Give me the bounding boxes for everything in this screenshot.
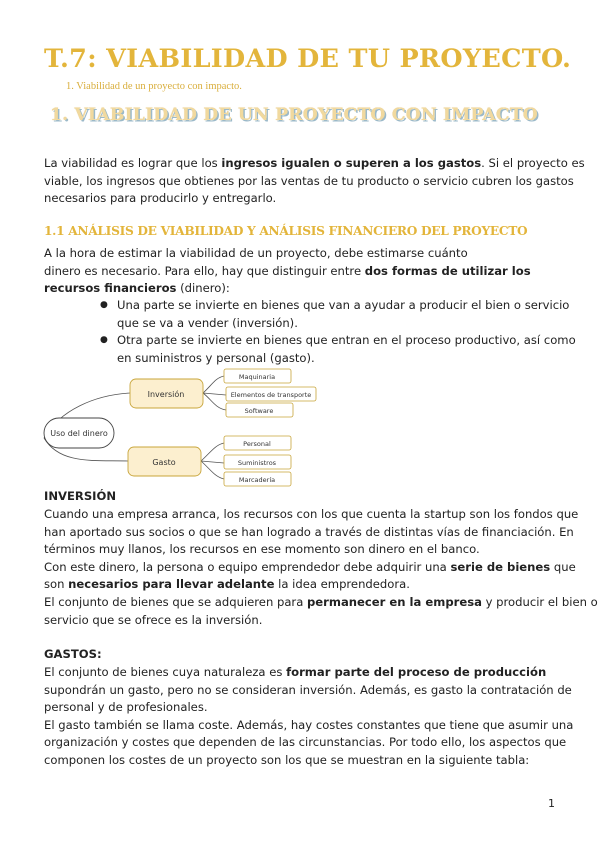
text-line: A la hora de estimar la viabilidad de un proyecto, debe estimarse cuánto	[44, 246, 468, 260]
text: que	[550, 559, 576, 574]
text-line: Cuando una empresa arranca, los recursos con los que cuenta la startup son los fondos que	[44, 507, 579, 521]
gastos-heading: GASTOS:	[44, 647, 102, 661]
text-line: términos muy llanos, los recursos en ese momento son dinero en el banco.	[44, 542, 480, 557]
document-title: T.7: VIABILIDAD DE TU PROYECTO.	[44, 44, 572, 74]
subsection-title: 1.1 ANÁLISIS DE VIABILIDAD Y ANÁLISIS FINANCIERO DEL PROYECTO	[44, 224, 528, 238]
inversion-paragraph	[44, 506, 598, 629]
connector	[203, 393, 226, 410]
text-line: servicio que se ofrece es la inversión.	[44, 612, 263, 627]
connector	[201, 461, 224, 463]
text-line: organización y costes que dependen de las circunstancias. Por todo ello, los aspectos que	[44, 735, 567, 750]
connector	[201, 443, 224, 461]
inversion-heading: INVERSIÓN	[44, 489, 117, 503]
gastos-paragraph	[44, 664, 574, 770]
text: (dinero):	[176, 281, 230, 296]
item-label: Suministros	[237, 459, 277, 467]
bullet-icon: ●	[100, 300, 108, 310]
text: Con este dinero, la persona o equipo emprendedor debe adquirir una	[44, 559, 451, 574]
bold-text: permanecer en la empresa	[307, 594, 482, 609]
bold-text: dos formas de utilizar los	[364, 263, 531, 278]
connector	[201, 461, 224, 479]
bold-text: formar parte del proceso de producción	[286, 665, 547, 679]
text: son	[44, 577, 69, 592]
text-line: necesarios para producirlo y entregarlo.	[44, 191, 277, 206]
toc-item[interactable]: 1. Viabilidad de un proyecto con impacto.	[66, 81, 242, 92]
bold-text: serie de bienes	[450, 559, 551, 574]
text: la idea emprendedora.	[274, 577, 410, 592]
text-line: personal y de profesionales.	[44, 700, 208, 715]
inversion-label: Inversión	[147, 390, 185, 399]
bullet-icon: ●	[100, 335, 108, 346]
bold-text: recursos financieros	[44, 281, 177, 296]
bold-text: ingresos igualen o superen a los gastos	[221, 156, 482, 170]
text: La viabilidad es lograr que los	[44, 156, 222, 170]
connector	[203, 376, 224, 393]
section-title: 1. VIABILIDAD DE UN PROYECTO CON IMPACTO	[50, 105, 538, 125]
text-line: en suministros y personal (gasto).	[117, 350, 315, 365]
text-line: han aportado sus socios o que se han logrado a través de distintas vías de financiación. En	[44, 524, 574, 539]
text: El conjunto de bienes cuya naturaleza es	[44, 665, 287, 679]
text-line: supondrán un gasto, pero no se consideran inversión. Además, es gasto la contratación de	[44, 682, 572, 697]
text-line: viable, los ingresos que obtienes por las ventas de tu producto o servicio cubren los gastos	[44, 173, 574, 188]
item-label: Software	[244, 407, 274, 415]
text-line: El gasto también se llama coste. Además, hay costes constantes que tiene que asumir una	[44, 717, 574, 732]
item-label: Personal	[243, 440, 271, 448]
text: dinero es necesario. Para ello, hay que distinguir entre	[44, 263, 365, 278]
item-label: Marcadería	[238, 476, 276, 484]
item-label: Maquinaria	[238, 373, 276, 381]
text: El conjunto de bienes que se adquieren para	[44, 594, 307, 609]
text-line: Otra parte se invierte en bienes que entran en el proceso productivo, así como	[117, 333, 576, 348]
root-label: Uso del dinero	[50, 429, 108, 438]
connector	[203, 393, 226, 395]
text-line: Una parte se invierte en bienes que van a ayudar a producir el bien o servicio	[117, 298, 570, 312]
item-label: Elementos de transporte	[230, 391, 312, 399]
text-line: componen los costes de un proyecto son los que se muestran en la siguiente tabla:	[44, 752, 530, 767]
text: y producir el bien o	[481, 594, 598, 609]
gasto-label: Gasto	[152, 458, 176, 467]
text: . Si el proyecto es	[481, 156, 585, 170]
page-number: 1	[548, 797, 555, 810]
text-line: que se va a vender (inversión).	[117, 315, 298, 330]
bold-text: necesarios para llevar adelante	[68, 577, 275, 592]
